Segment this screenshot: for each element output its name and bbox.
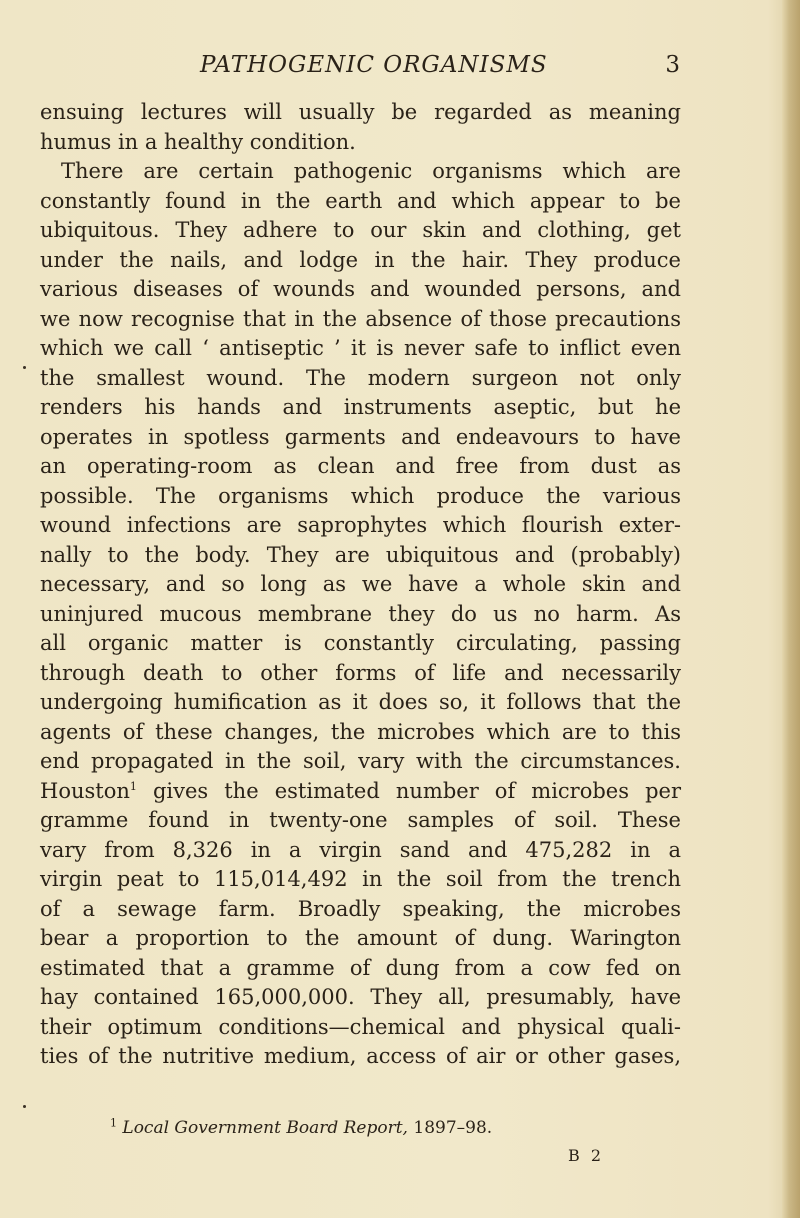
text-line <box>40 511 681 541</box>
text-line <box>40 305 681 335</box>
text-line <box>40 600 681 630</box>
text-line <box>40 246 681 276</box>
text-line <box>40 1013 681 1043</box>
text-line-content: the smallest wound. The modern surgeon not only <box>40 365 681 390</box>
text-line-content: undergoing humification as it does so, it follows that the <box>40 690 681 714</box>
text-line-content: agents of these changes, the microbes which are to this <box>40 719 681 744</box>
text-line-content: gives the estimated number of microbes per <box>152 778 681 803</box>
text-line-content: under the nails, and lodge in the hair. They produce <box>40 247 681 272</box>
text-line <box>40 482 681 512</box>
text-line-content: various diseases of wounds and wounded persons, and <box>40 277 681 301</box>
page-header <box>40 52 680 86</box>
text-line <box>40 865 681 895</box>
running-title: PATHOGENIC ORGANISMS <box>200 52 548 78</box>
text-line-content: There are certain pathogenic organisms which are <box>61 159 681 183</box>
text-line <box>40 983 681 1013</box>
text-line <box>40 718 681 748</box>
text-line <box>40 688 681 718</box>
footnote-year: 1897–98. <box>413 1118 493 1138</box>
text-line-content: estimated that a gramme of dung from a cow fed on <box>40 955 681 980</box>
text-line-content: an operating-room as clean and free from dust as <box>40 454 681 478</box>
text-line-content: virgin peat to 115,014,492 in the soil from the trench <box>40 867 681 891</box>
margin-mark <box>23 1105 26 1108</box>
text-line-content: of a sewage farm. Broadly speaking, the microbes <box>40 896 681 921</box>
text-line-content: their optimum conditions—chemical and physical quali- <box>40 1014 681 1039</box>
citation-name: Houston <box>40 778 130 803</box>
text-line-content: ties of the nutritive medium, access of air or other gases, <box>40 1044 681 1068</box>
text-line-content: we now recognise that in the absence of those precautions <box>40 306 681 331</box>
text-line <box>40 777 681 807</box>
text-line <box>40 836 681 866</box>
text-line <box>40 1042 681 1072</box>
text-line <box>40 747 681 777</box>
text-line-content: vary from 8,326 in a virgin sand and 475,282 in a <box>40 837 681 862</box>
text-line <box>40 895 681 925</box>
footnote-marker: 1 <box>110 1116 117 1130</box>
signature-mark: B 2 <box>568 1146 605 1165</box>
text-line <box>40 187 681 217</box>
text-line-content: ubiquitous. They adhere to our skin and clothing, get <box>40 218 681 242</box>
text-line-content: which we call ‘ antiseptic ’ it is never safe to inflict even <box>40 336 681 360</box>
body-text <box>40 98 681 1072</box>
text-line <box>40 334 681 364</box>
text-line <box>40 423 681 453</box>
text-line-content: operates in spotless garments and endeavours to have <box>40 424 681 449</box>
text-line <box>40 98 681 128</box>
text-line-content: wound infections are saprophytes which flourish exter- <box>40 513 681 537</box>
text-line <box>40 629 681 659</box>
margin-mark <box>23 366 26 369</box>
footnote <box>110 1118 670 1138</box>
text-line-content: end propagated in the soil, vary with the circumstances. <box>40 749 681 773</box>
footnote-reference: 1 <box>129 779 137 793</box>
text-line <box>40 275 681 305</box>
text-line <box>40 806 681 836</box>
page-gutter-edge <box>782 0 800 1218</box>
text-line <box>40 157 681 187</box>
text-line-content: gramme found in twenty-one samples of soil. These <box>40 808 681 832</box>
text-line-content: constantly found in the earth and which appear to be <box>40 188 681 213</box>
text-line-content: uninjured mucous membrane they do us no harm. As <box>40 601 681 626</box>
text-line-content: necessary, and so long as we have a whole skin and <box>40 572 681 596</box>
text-line-content: through death to other forms of life and necessarily <box>40 660 681 685</box>
text-line-content: bear a proportion to the amount of dung. Warington <box>40 926 681 950</box>
text-line-content: nally to the body. They are ubiquitous and (probably) <box>40 542 681 567</box>
footnote-source: Local Government Board Report, <box>122 1118 408 1138</box>
text-line <box>40 393 681 423</box>
page-number: 3 <box>665 52 680 78</box>
text-line-content: ensuing lectures will usually be regarded as meaning <box>40 100 681 124</box>
text-line-content: hay contained 165,000,000. They all, presumably, have <box>40 985 681 1009</box>
text-line-content: possible. The organisms which produce the various <box>40 483 681 508</box>
text-line-content: humus in a healthy condition. <box>40 129 356 154</box>
text-line <box>40 452 681 482</box>
text-line <box>40 364 681 394</box>
text-line <box>40 924 681 954</box>
text-line-content: renders his hands and instruments aseptic, but he <box>40 395 681 419</box>
text-line <box>40 541 681 571</box>
text-line <box>40 954 681 984</box>
text-line <box>40 659 681 689</box>
text-line <box>40 216 681 246</box>
text-line-content: all organic matter is constantly circulating, passing <box>40 631 681 655</box>
text-line <box>40 128 681 158</box>
text-line <box>40 570 681 600</box>
